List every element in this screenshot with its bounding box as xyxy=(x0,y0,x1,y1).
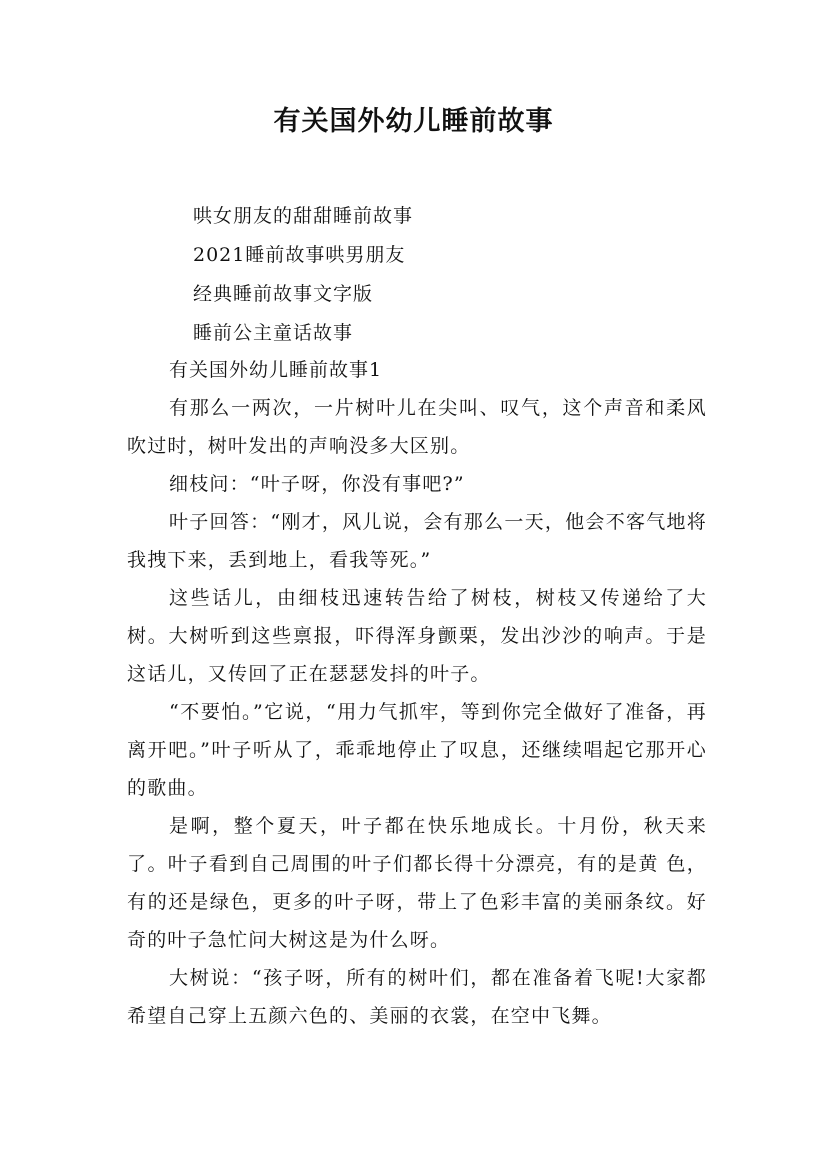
related-link[interactable]: 睡前公主童话故事 xyxy=(193,322,354,344)
paragraph: 有那么一两次，一片树叶儿在尖叫、叹气，这个声音和柔风吹过时，树叶发出的声响没多大区别。 xyxy=(127,397,707,457)
paragraph: 这些话儿，由细枝迅速转告给了树枝，树枝又传递给了大树。大树听到这些禀报，吓得浑身颤栗，发出沙沙的响声。于是这话儿，又传回了正在瑟瑟发抖的叶子。 xyxy=(127,587,707,685)
section-heading: 有关国外幼儿睡前故事1 xyxy=(169,359,383,381)
paragraph: “不要怕。”它说，“用力气抓牢，等到你完全做好了准备，再离开吧。”叶子听从了，乖乖地停止了叹息，还继续唱起它那开心的歌曲。 xyxy=(127,701,707,799)
story-body xyxy=(127,351,707,1035)
paragraph: 细枝问：“叶子呀，你没有事吧?” xyxy=(169,473,465,495)
related-links-list xyxy=(193,197,713,353)
related-link[interactable]: 经典睡前故事文字版 xyxy=(193,283,374,305)
paragraph: 叶子回答：“刚才，风儿说，会有那么一天，他会不客气地将我拽下来，丢到地上，看我等死。” xyxy=(127,511,707,571)
related-link[interactable]: 2021睡前故事哄男朋友 xyxy=(193,244,406,266)
related-link[interactable]: 哄女朋友的甜甜睡前故事 xyxy=(193,205,414,227)
paragraph: 大树说：“孩子呀，所有的树叶们，都在准备着飞呢!大家都希望自己穿上五颜六色的、美丽的衣裳，在空中飞舞。 xyxy=(127,967,707,1027)
paragraph: 是啊，整个夏天，叶子都在快乐地成长。十月份，秋天来了。叶子看到自己周围的叶子们都长得十分漂亮，有的是黄 色，有的还是绿色，更多的叶子呀，带上了色彩丰富的美丽条纹。好奇的叶子急忙问大树这是为什么呀。 xyxy=(127,815,707,951)
document-title: 有关国外幼儿睡前故事 xyxy=(273,106,554,137)
